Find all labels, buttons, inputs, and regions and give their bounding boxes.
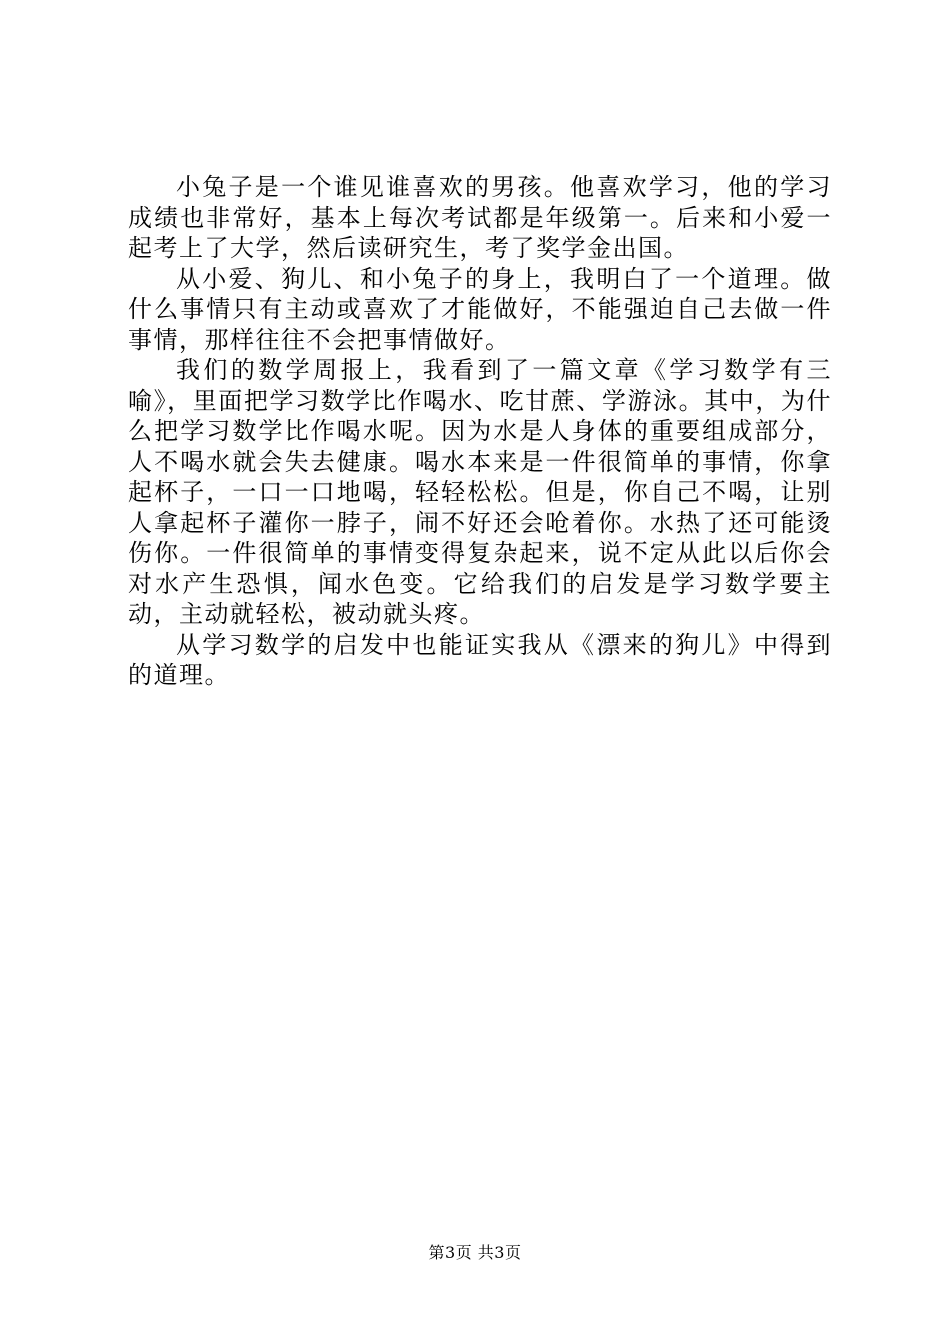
page-number-footer: 第3页 共3页 — [428, 1243, 522, 1262]
paragraph-2: 从小爱、狗儿、和小兔子的身上，我明白了一个道理。做什么事情只有主动或喜欢了才能做好，不能强迫自己去做一件事情，那样往往不会把事情做好。 — [128, 264, 832, 354]
paragraph-4: 从学习数学的启发中也能证实我从《漂来的狗儿》中得到的道理。 — [128, 630, 832, 689]
document-body — [128, 172, 832, 691]
paragraph-1: 小兔子是一个谁见谁喜欢的男孩。他喜欢学习，他的学习成绩也非常好，基本上每次考试都是年级第一。后来和小爱一起考上了大学，然后读研究生，考了奖学金出国。 — [128, 173, 832, 262]
paragraph-3: 我们的数学周报上，我看到了一篇文章《学习数学有三喻》，里面把学习数学比作喝水、吃甘蔗、学游泳。其中，为什么把学习数学比作喝水呢。因为水是人身体的重要组成部分，人不喝水就会失去健康。喝水本来是一件很简单的事情，你拿起杯子，一口一口地喝，轻轻松松。但是，你自己不喝，让别人拿起杯子灌你一脖子，闹不好还会呛着你。水热了还可能烫伤你。一件很简单的事情变得复杂起来，说不定从此以后你会对水产生恐惧，闻水色变。它给我们的启发是学习数学要主动，主动就轻松，被动就头疼。 — [128, 356, 832, 628]
